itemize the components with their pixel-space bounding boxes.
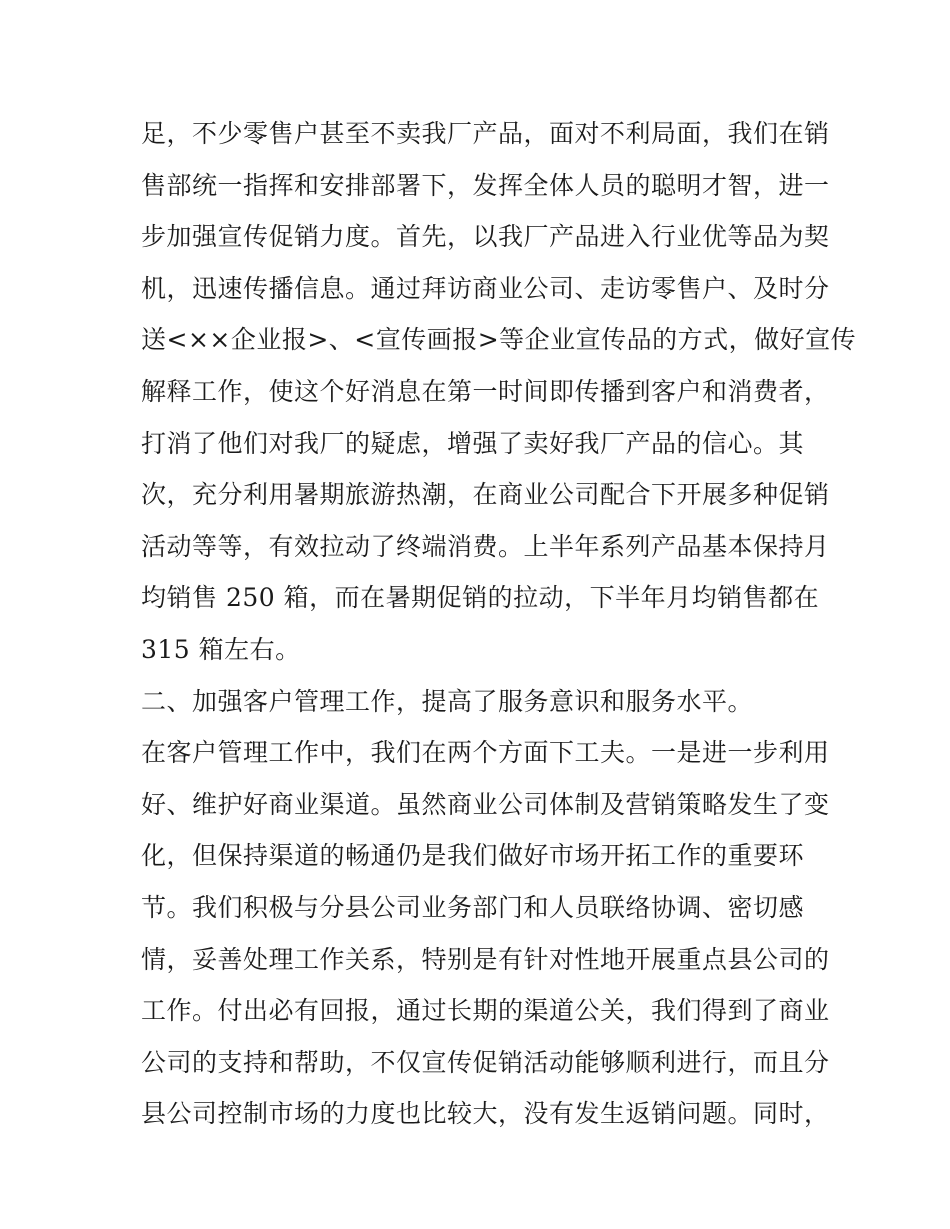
text-line: 均销售 250 箱，而在暑期促销的拉动，下半年月均销售都在 [141, 583, 820, 613]
text-line: 县公司控制市场的力度也比较大，没有发生返销问题。同时， [141, 1099, 830, 1129]
text-line: 公司的支持和帮助，不仅宣传促销活动能够顺利进行，而且分 [141, 1047, 830, 1077]
text-line: 工作。付出必有回报，通过长期的渠道公关，我们得到了商业 [141, 996, 830, 1026]
text-line: 解释工作，使这个好消息在第一时间即传播到客户和消费者， [141, 376, 830, 406]
text-line: 步加强宣传促销力度。首先，以我厂产品进入行业优等品为契 [141, 222, 830, 252]
text-line: 活动等等，有效拉动了终端消费。上半年系列产品基本保持月 [141, 531, 830, 561]
text-line: 次，充分利用暑期旅游热潮，在商业公司配合下开展多种促销 [141, 480, 830, 510]
text-line: 好、维护好商业渠道。虽然商业公司体制及营销策略发生了变 [141, 789, 830, 819]
text-line: 打消了他们对我厂的疑虑，增强了卖好我厂产品的信心。其 [141, 428, 805, 458]
text-line: 售部统一指挥和安排部署下，发挥全体人员的聪明才智，进一 [141, 170, 830, 200]
text-line: 315 箱左右。 [141, 634, 301, 664]
section-heading: 二、加强客户管理工作，提高了服务意识和服务水平。 [141, 686, 754, 716]
text-line: 机，迅速传播信息。通过拜访商业公司、走访零售户、及时分 [141, 273, 830, 303]
text-line: 节。我们积极与分县公司业务部门和人员联络协调、密切感 [141, 892, 805, 922]
text-line: 送<××企业报>、<宣传画报>等企业宣传品的方式，做好宣传 [141, 325, 857, 355]
body-text [141, 108, 857, 1140]
text-line: 足，不少零售户甚至不卖我厂产品，面对不利局面，我们在销 [141, 119, 830, 148]
text-line: 化，但保持渠道的畅通仍是我们做好市场开拓工作的重要环 [141, 841, 805, 871]
text-line: 在客户管理工作中，我们在两个方面下工夫。一是进一步利用 [141, 738, 830, 768]
text-line: 情，妥善处理工作关系，特别是有针对性地开展重点县公司的 [141, 944, 830, 974]
